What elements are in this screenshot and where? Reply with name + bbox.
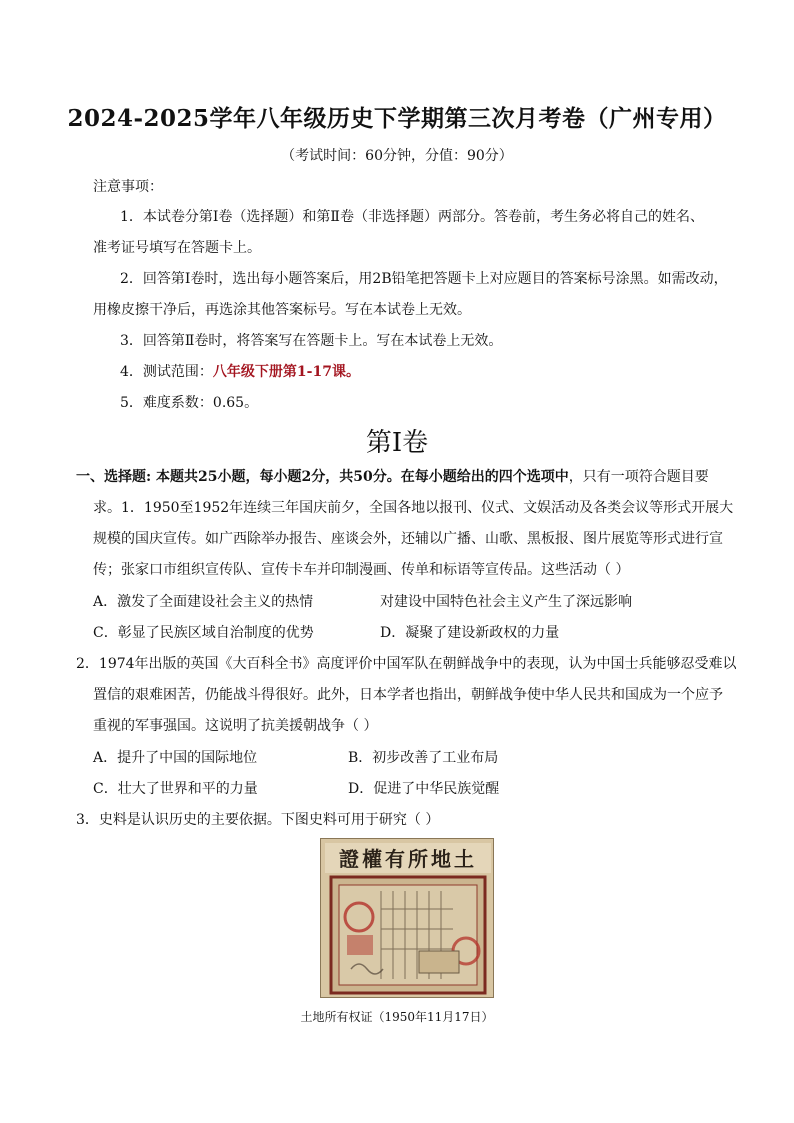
- photo-caption: 土地所有权证（1950年11月17日）: [300, 1010, 494, 1024]
- note-4-scope: 八年级下册第1-17课。: [212, 364, 360, 380]
- q1-option-a: A．激发了全面建设社会主义的热情: [93, 594, 314, 610]
- note-5: 5．难度系数：0.65。: [120, 395, 259, 411]
- intro-prefix: 一、选择题: [76, 469, 146, 485]
- exam-duration-score: （考试时间：60分钟，分值：90分）: [281, 148, 513, 164]
- note-4-label: 4．测试范围：: [120, 364, 213, 380]
- note-2-line-2: 用橡皮擦干净后，再选涂其他答案标号。写在本试卷上无效。: [93, 302, 471, 318]
- choice-section-intro: [76, 467, 709, 487]
- exam-title: 2024-2025学年八年级历史下学期第三次月考卷（广州专用）: [67, 105, 727, 132]
- q2-option-b: B．初步改善了工业布局: [348, 750, 499, 766]
- note-1-line-1: 1．本试卷分第Ⅰ卷（选择题）和第Ⅱ卷（非选择题）两部分。答卷前，考生务必将自己的姓名、: [120, 209, 704, 225]
- note-4: [120, 362, 360, 382]
- q2-line-2: 置信的艰难困苦，仍能战斗得很好。此外，日本学者也指出，朝鲜战争使中华人民共和国成为一个应予: [93, 687, 723, 703]
- q3-stem: 3．史料是认识历史的主要依据。下图史料可用于研究（ ）: [76, 812, 440, 828]
- certificate-heading: 證權有所地土: [339, 847, 477, 871]
- q2-line-1: 2．1974年出版的英国《大百科全书》高度评价中国军队在朝鲜战争中的表现，认为中国士兵能够忍受难以: [76, 656, 737, 672]
- q2-option-a: A．提升了中国的国际地位: [93, 750, 258, 766]
- note-1-line-2: 准考证号填写在答题卡上。: [93, 240, 261, 256]
- q2-option-d: D．促进了中华民族觉醒: [348, 781, 500, 797]
- q1-line-1: 求。1．1950至1952年连续三年国庆前夕，全国各地以报刊、仪式、文娱活动及各类会议等形式开展大: [93, 500, 734, 516]
- q1-option-d: D．凝聚了建设新政权的力量: [380, 625, 560, 641]
- q1-option-b: 对建设中国特色社会主义产生了深远影响: [380, 594, 632, 610]
- intro-tail: ，只有一项符合题目要: [568, 469, 709, 485]
- q1-line-2: 规模的国庆宣传。如广西除举办报告、座谈会外，还辅以广播、山歌、黑板报、图片展览等形式进行宣: [93, 531, 723, 547]
- land-certificate-image: [321, 839, 494, 998]
- intro-bold: : 本题共25小题，每小题2分，共50分。在每小题给出的四个选项中: [146, 469, 569, 485]
- q1-line-3: 传；张家口市组织宣传队、宣传卡车并印制漫画、传单和标语等宣传品。这些活动（ ）: [93, 562, 630, 578]
- q2-line-3: 重视的军事强国。这说明了抗美援朝战争（ ）: [93, 718, 378, 734]
- notes-heading: 注意事项：: [93, 179, 163, 195]
- section-title: 第Ⅰ卷: [365, 428, 429, 458]
- q1-option-c: C．彰显了民族区域自治制度的优势: [93, 625, 314, 641]
- q2-option-c: C．壮大了世界和平的力量: [93, 781, 258, 797]
- note-3: 3．回答第Ⅱ卷时，将答案写在答题卡上。写在本试卷上无效。: [120, 333, 503, 349]
- note-2-line-1: 2．回答第Ⅰ卷时，选出每小题答案后，用2B铅笔把答题卡上对应题目的答案标号涂黑。如需改动，: [120, 271, 728, 287]
- land-certificate-photo: [320, 838, 494, 998]
